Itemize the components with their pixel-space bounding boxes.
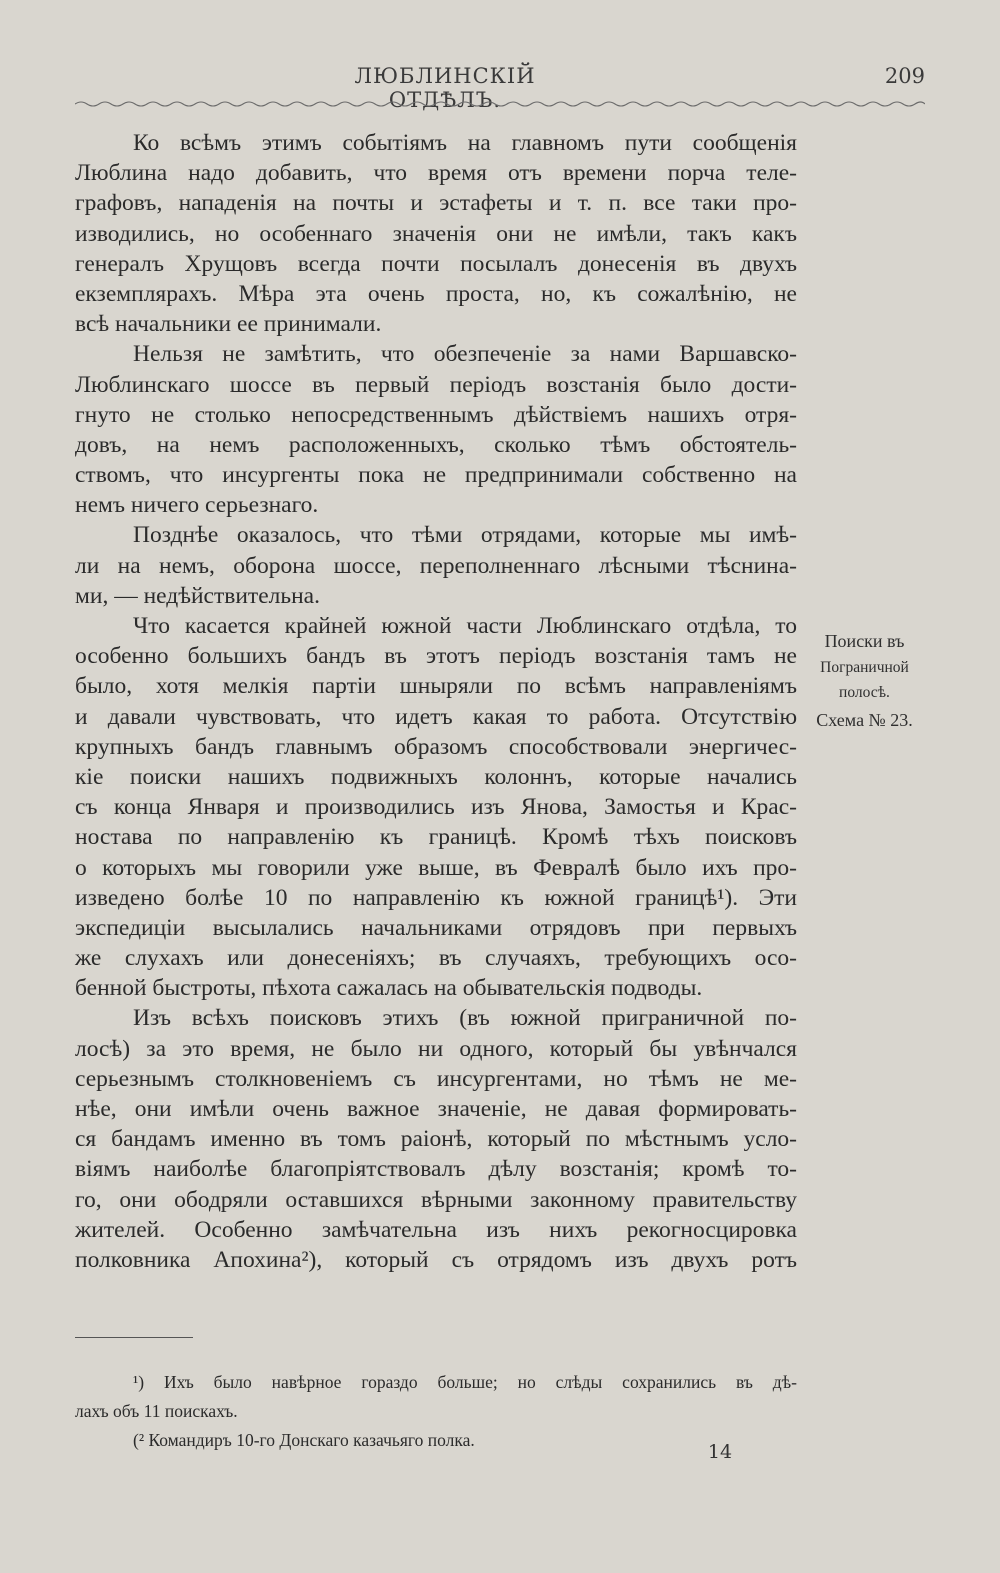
paragraph [75, 1003, 797, 1275]
text-line: екземплярахъ. Мѣра эта очень проста, но, къ сожалѣнію, не [75, 280, 797, 307]
page-number: 209 [884, 64, 925, 88]
text-line: Изъ всѣхъ поисковъ этихъ (въ южной приграничной по- [133, 1005, 797, 1032]
text-line: бенной быстроты, пѣхота сажалась на обывательскія подводы. [75, 975, 703, 1002]
text-line: о которыхъ мы говорили уже выше, въ Февралѣ было ихъ про- [75, 854, 797, 881]
text-line: крупныхъ бандъ главнымъ образомъ способствовали энергичес- [75, 733, 797, 760]
text-line: ностава по направленію къ границѣ. Кромѣ тѣхъ поисковъ [75, 824, 797, 851]
footnotes [75, 1368, 797, 1455]
running-title: ЛЮБЛИНСКІЙ ОТДѢЛЪ. [354, 64, 536, 112]
margin-note-line: Пограничной [820, 659, 909, 676]
footnote-marker: ¹) [133, 1372, 145, 1392]
text-line: го, они ободряли оставшихся вѣрными законному правительству [75, 1186, 797, 1213]
text-line: особенно большихъ бандъ въ этотъ періодъ возстанія тамъ не [75, 643, 797, 670]
text-line: графовъ, нападенія на почты и эстафеты и т. п. все таки про- [75, 190, 797, 217]
text-line: было, хотя мелкія партіи шныряли по всѣмъ направленіямъ [75, 673, 797, 700]
text-line: съ конца Января и производились изъ Янова, Замостья и Крас- [75, 794, 797, 821]
text-line: Позднѣе оказалось, что тѣми отрядами, которые мы имѣ- [133, 522, 797, 549]
paragraph [75, 339, 797, 520]
text-line: гнуто не столько непосредственнымъ дѣйствіемъ нашихъ отря- [75, 401, 797, 428]
margin-note-line: Поиски въ [824, 631, 905, 651]
text-line: ся бандамъ именно въ томъ раіонѣ, который по мѣстнымъ усло- [75, 1126, 797, 1153]
text-line: ми, — недѣйствительна. [75, 582, 320, 609]
text-line: серьезнымъ столкновеніемъ съ инсургентами, но тѣмъ не ме- [75, 1065, 797, 1092]
text-line: немъ ничего серьезнаго. [75, 492, 319, 519]
paragraph [75, 611, 797, 1003]
text-line: всѣ начальники ее принимали. [75, 311, 382, 338]
text-line: ствомъ, что инсургенты пока не предпринимали собственно на [75, 462, 797, 489]
footnote-marker: (² [133, 1430, 145, 1450]
margin-note-line: Схема № 23. [816, 710, 913, 730]
text-line: изводились, но особеннаго значенія они не имѣли, такъ какъ [75, 220, 797, 247]
printer-signature: 14 [707, 1441, 733, 1463]
text-line: полковника Апохина²), который съ отрядомъ изъ двухъ ротъ [75, 1246, 797, 1273]
text-line: жителей. Особенно замѣчательна изъ нихъ рекогносцировка [75, 1216, 797, 1243]
text-line: генералъ Хрущовъ всегда почти посылалъ донесенія въ двухъ [75, 250, 797, 277]
text-line: віямъ наиболѣе благопріятствовалъ дѣлу возстанія; кромѣ то- [75, 1156, 797, 1183]
footnote-text: Ихъ было навѣрное гораздо больше; но слѣды сохранились въ дѣ- [163, 1372, 798, 1392]
margin-note [802, 628, 927, 735]
margin-note-line: полосѣ. [839, 684, 890, 701]
paragraph [75, 128, 797, 339]
text-line: довъ, на немъ расположенныхъ, сколько тѣмъ обстоятель- [75, 431, 797, 458]
text-line: Нельзя не замѣтить, что обезпеченіе за нами Варшавско- [133, 341, 797, 368]
text-line: Люблинскаго шоссе въ первый періодъ возстанія было дости- [75, 371, 797, 398]
footnote-1-continuation: лахъ объ 11 поискахъ. [75, 1401, 238, 1421]
text-line: ли на немъ, оборона шоссе, переполненнаго лѣсными тѣснина- [75, 552, 797, 579]
text-line: изведено болѣе 10 по направленію къ южной границѣ¹). Эти [75, 884, 797, 911]
text-line: же слухахъ или донесеніяхъ; въ случаяхъ, требующихъ осо- [75, 945, 797, 972]
text-line: кіе поиски нашихъ подвижныхъ колоннъ, которые начались [75, 763, 797, 790]
text-line: лосѣ) за это время, не было ни одного, который бы увѣнчался [75, 1035, 797, 1062]
text-line: Ко всѣмъ этимъ событіямъ на главномъ пути сообщенія [133, 130, 797, 156]
text-line: и давали чувствовать, что идетъ какая то работа. Отсутствію [75, 703, 797, 730]
footnote-1 [75, 1368, 797, 1397]
text-line: нѣе, они имѣли очень важное значеніе, не давая формировать- [75, 1096, 797, 1122]
text-line: Люблина надо добавить, что время отъ времени порча теле- [75, 160, 797, 187]
footnote-text: Командиръ 10-го Донскаго казачьяго полка. [148, 1430, 475, 1450]
text-line: экспедиціи высылались начальниками отрядовъ при первыхъ [75, 914, 797, 941]
paragraph [75, 520, 797, 611]
body-text [75, 128, 797, 1275]
text-line: Что касается крайней южной части Люблинскаго отдѣла, то [133, 613, 797, 639]
ornamental-rule [75, 88, 925, 110]
footnote-separator [75, 1337, 193, 1338]
footnote-2 [75, 1426, 797, 1455]
